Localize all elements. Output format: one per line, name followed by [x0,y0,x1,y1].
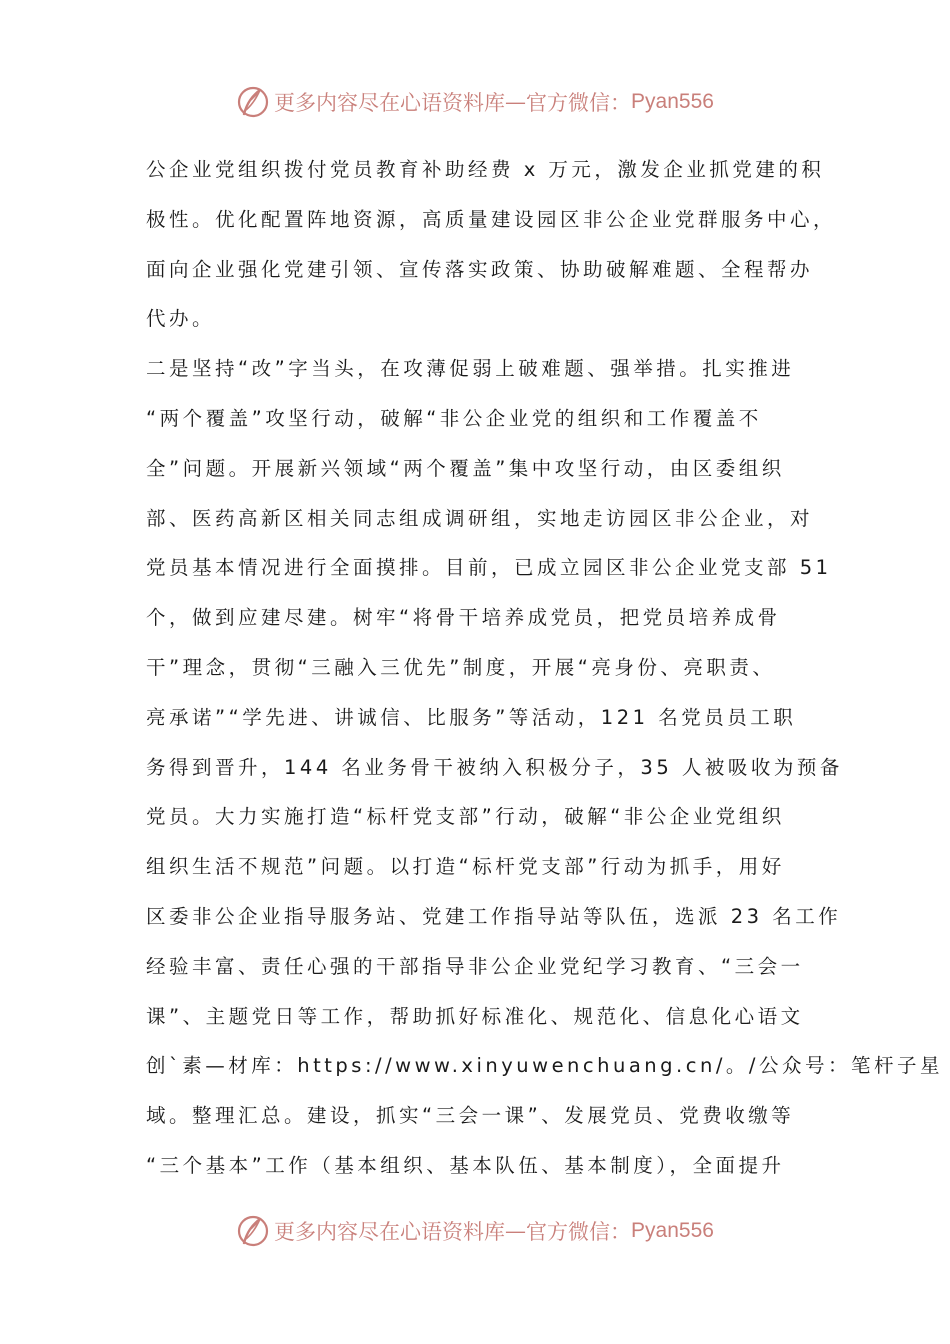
body-line: 务得到晋升，144 名业务骨干被纳入积极分子，35 人被吸收为预备 [146,755,843,779]
body-line: 党员。大力实施打造“标杆党支部”行动，破解“非公企业党组织 [146,805,785,829]
body-line: 二是坚持“改”字当头，在攻薄促弱上破难题、强举措。扎实推进 [146,357,795,381]
body-line: 创`素—材库：https://www.xinyuwenchuang.cn/。/公众号：笔杆子星 [146,1054,943,1078]
watermark-dash: — [505,1219,527,1243]
watermark-wechat-id: Pyan556 [631,1219,714,1242]
body-line: 公企业党组织拨付党员教育补助经费 x 万元，激发企业抓党建的积 [146,158,825,181]
body-line: 个，做到应建尽建。树牢“将骨干培养成党员，把党员培养成骨 [146,606,781,630]
document-body [146,145,943,1191]
quill-pen-icon [236,85,270,119]
body-line: 课”、主题党日等工作，帮助抓好标准化、规范化、信息化心语文 [146,1004,804,1028]
watermark-dash: — [505,90,527,114]
body-line: 域。整理汇总。建设，抓实“三会一课”、发展党员、党费收缴等 [146,1104,795,1128]
watermark-site-text: 更多内容尽在心语资料库 [274,1220,506,1244]
watermark-wechat-label: 官方微信： [526,91,632,115]
body-line: 部、医药高新区相关同志组成调研组，实地走访园区非公企业，对 [146,506,814,530]
body-line: 区委非公企业指导服务站、党建工作指导站等队伍，选派 23 名工作 [146,904,842,928]
quill-pen-icon [236,1214,270,1248]
footer-watermark [0,1211,950,1251]
body-line: “两个覆盖”攻坚行动，破解“非公企业党的组织和工作覆盖不 [146,406,762,430]
body-line: 极性。优化配置阵地资源，高质量建设园区非公企业党群服务中心， [146,207,837,231]
body-line: “三个基本”工作（基本组织、基本队伍、基本制度），全面提升 [146,1153,785,1177]
body-line: 亮承诺”“学先进、讲诚信、比服务”等活动，121 名党员员工职 [146,705,797,729]
body-line: 党员基本情况进行全面摸排。目前，已成立园区非公企业党支部 51 [146,556,832,580]
body-line: 代办。 [146,307,216,331]
watermark-wechat-id: Pyan556 [631,90,714,113]
watermark-wechat-label: 官方微信： [526,1220,632,1244]
body-line: 全”问题。开展新兴领域“两个覆盖”集中攻坚行动，由区委组织 [146,456,785,480]
watermark-site-text: 更多内容尽在心语资料库 [274,91,506,115]
header-watermark [0,82,950,122]
body-line: 面向企业强化党建引领、宣传落实政策、协助破解难题、全程帮办 [146,257,814,281]
body-line: 经验丰富、责任心强的干部指导非公企业党纪学习教育、“三会一 [146,954,804,978]
body-line: 干”理念，贯彻“三融入三优先”制度，开展“亮身份、亮职责、 [146,655,776,679]
body-line: 组织生活不规范”问题。以打造“标杆党支部”行动为抓手，用好 [146,855,785,879]
